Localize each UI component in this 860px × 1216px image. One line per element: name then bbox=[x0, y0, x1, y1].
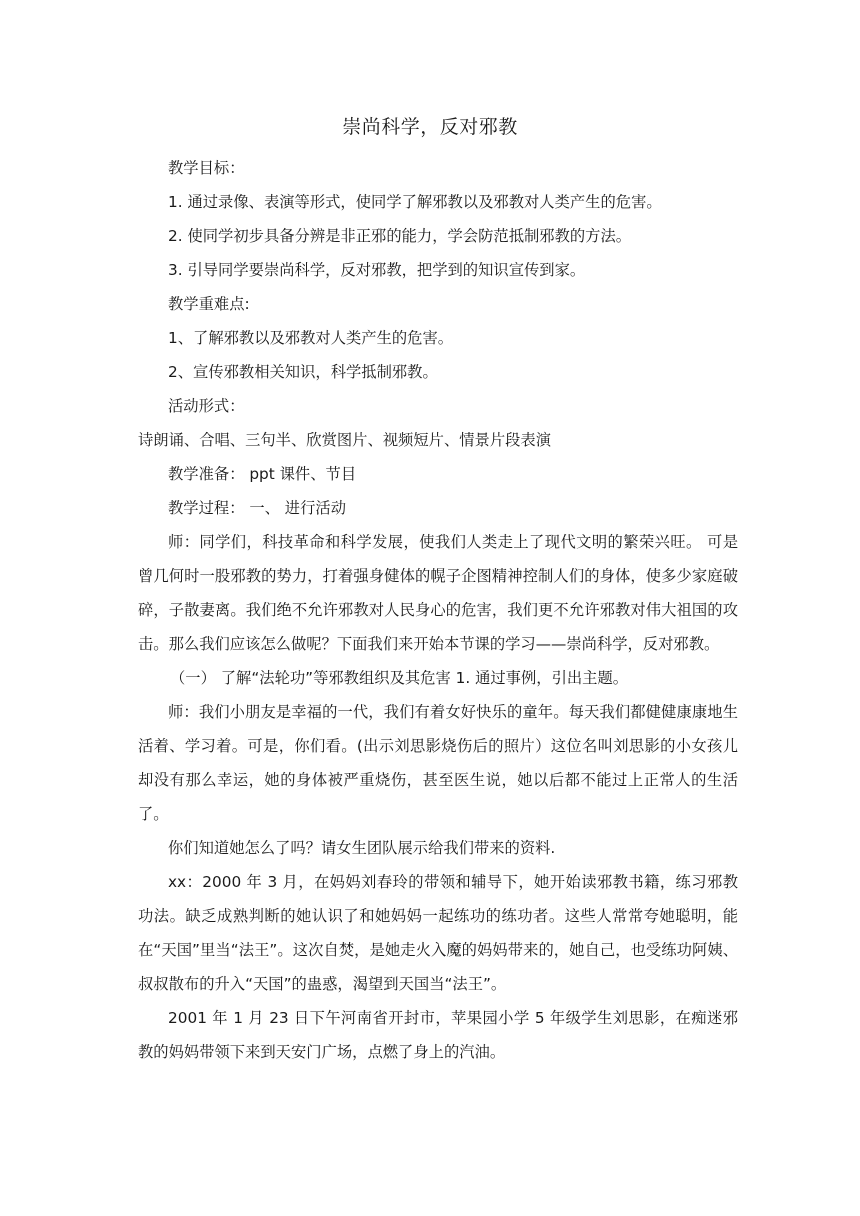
event-paragraph: 2001 年 1 月 23 日下午河南省开封市，苹果园小学 5 年级学生刘思影，在痴迷邪教的妈妈带领下来到天安门广场，点燃了身上的汽油。 bbox=[138, 1009, 738, 1061]
preparation-line: 教学准备： ppt 课件、节目 bbox=[168, 465, 357, 483]
document-title: 崇尚科学，反对邪教 bbox=[342, 116, 518, 138]
goal-item-1: 1. 通过录像、表演等形式，使同学了解邪教以及邪教对人类产生的危害。 bbox=[168, 193, 662, 211]
process-line: 教学过程： 一、 进行活动 bbox=[168, 499, 346, 517]
question-line: 你们知道她怎么了吗？请女生团队展示给我们带来的资料. bbox=[168, 839, 556, 857]
xx-material-paragraph: xx：2000 年 3 月，在妈妈刘春玲的带领和辅导下，她开始读邪教书籍，练习邪教功法。缺乏成熟判断的她认识了和她妈妈一起练功的练功者。这些人常常夸她聪明，能在“天国”里当“法王”。这次自焚，是她走火入魔的妈妈带来的，她自己，也受练功阿姨、叔叔散布的升入“天国”的蛊惑，渴望到天国当“法王”。 bbox=[138, 873, 738, 993]
activity-forms: 诗朗诵、合唱、三句半、欣赏图片、视频短片、情景片段表演 bbox=[138, 431, 552, 449]
goal-item-3: 3. 引导同学要崇尚科学，反对邪教，把学到的知识宣传到家。 bbox=[168, 261, 586, 279]
section-one-heading: （一） 了解“法轮功”等邪教组织及其危害 1. 通过事例，引出主题。 bbox=[170, 669, 629, 687]
document-body bbox=[138, 151, 738, 1069]
activity-heading: 活动形式： bbox=[168, 397, 245, 415]
goal-item-2: 2. 使同学初步具备分辨是非正邪的能力，学会防范抵制邪教的方法。 bbox=[168, 227, 632, 245]
goals-heading: 教学目标： bbox=[168, 159, 245, 177]
teacher-story-paragraph: 师：我们小朋友是幸福的一代，我们有着女好快乐的童年。每天我们都健健康康地生活着、学习着。可是，你们看。(出示刘思影烧伤后的照片）这位名叫刘思影的小女孩儿却没有那么幸运，她的身体被严重烧伤，甚至医生说，她以后都不能过上正常人的生活了。 bbox=[138, 703, 738, 823]
key-point-2: 2、宣传邪教相关知识，科学抵制邪教。 bbox=[168, 363, 438, 381]
key-points-heading: 教学重难点: bbox=[168, 295, 250, 313]
key-point-1: 1、了解邪教以及邪教对人类产生的危害。 bbox=[168, 329, 454, 347]
teacher-intro-paragraph: 师：同学们，科技革命和科学发展，使我们人类走上了现代文明的繁荣兴旺。 可是曾几何时一股邪教的势力，打着强身健体的幌子企图精神控制人们的身体，使多少家庭破碎，子散妻离。我们绝不允许邪教对人民身心的危害，我们更不允许邪教对伟大祖国的攻击。那么我们应该怎么做呢？下面我们来开始本节课的学习——崇尚科学，反对邪教。 bbox=[138, 533, 738, 653]
